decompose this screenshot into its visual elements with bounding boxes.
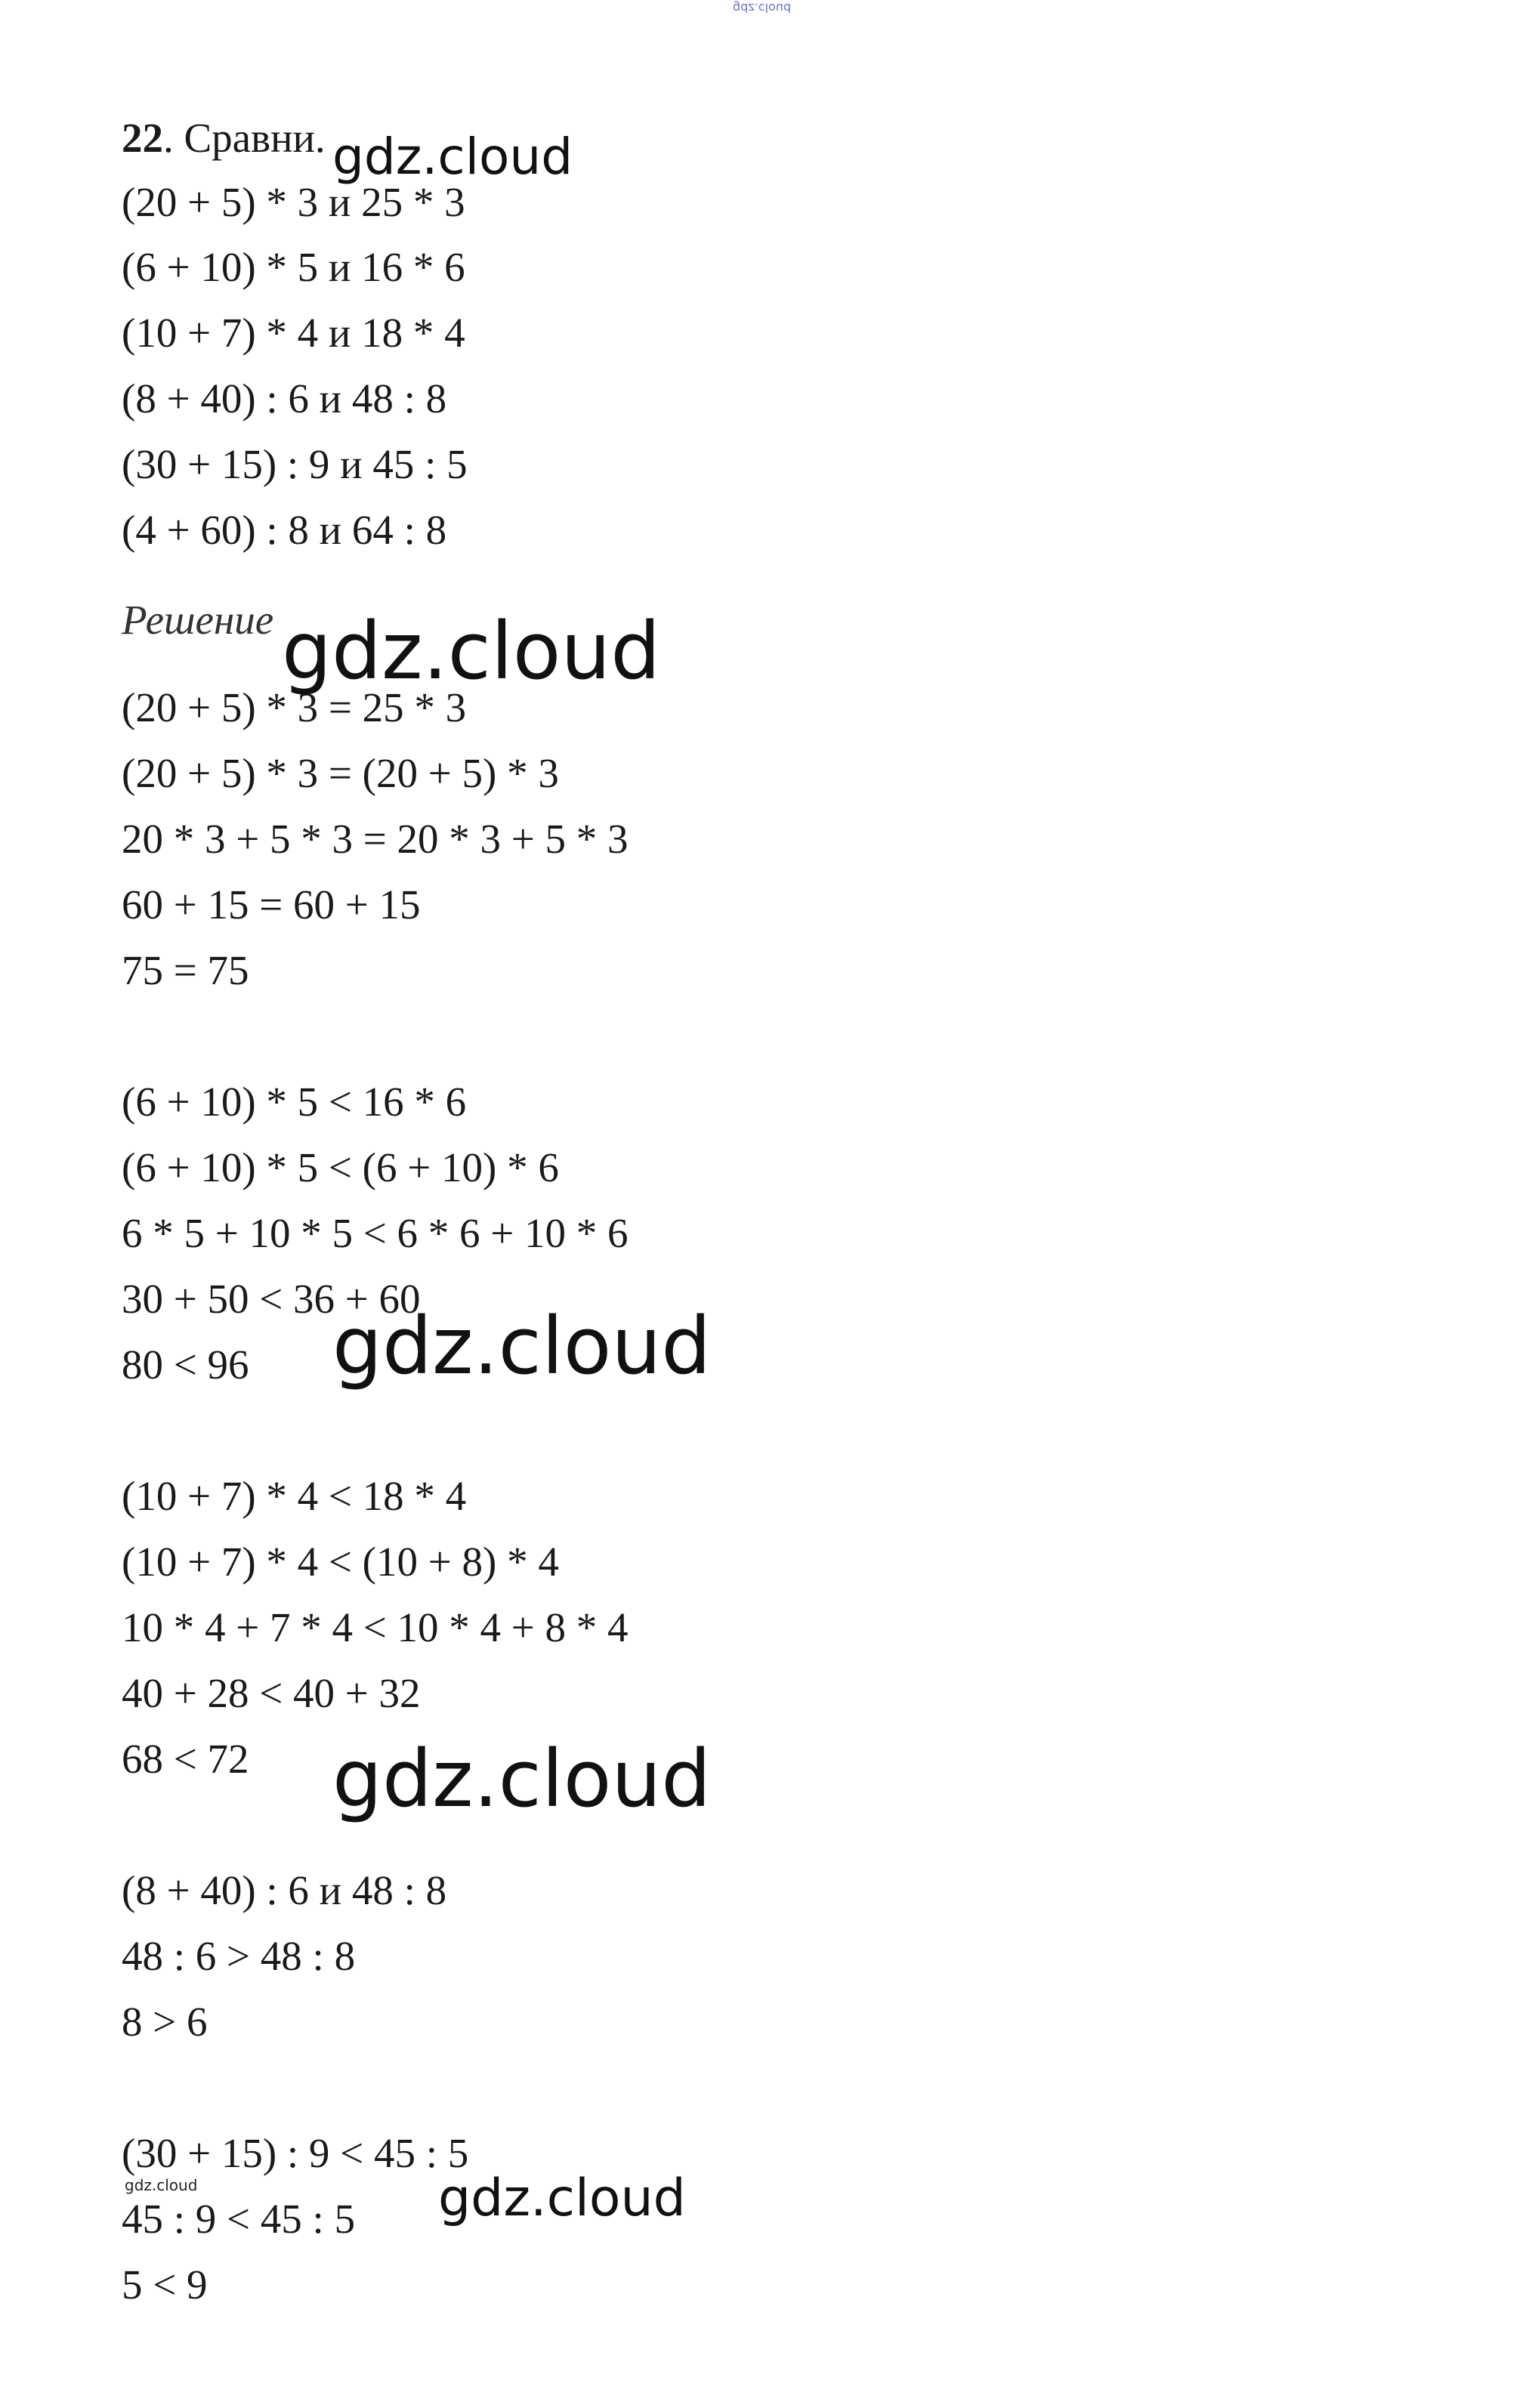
solution-line: 48 : 6 > 48 : 8 [122,1933,356,1979]
watermark: gdz.cloud [438,2169,686,2228]
problem-item: (4 + 60) : 8 и 64 : 8 [122,507,447,553]
solution-line: 8 > 6 [122,1999,208,2045]
solution-line: 40 + 28 < 40 + 32 [122,1670,421,1716]
solution-line: (20 + 5) * 3 = (20 + 5) * 3 [122,750,559,796]
solution-line: 68 < 72 [122,1736,249,1782]
watermark: gdz.cloud [332,1733,712,1825]
watermark: gdz.cloud [332,128,573,186]
solution-line: (10 + 7) * 4 < (10 + 8) * 4 [122,1539,559,1585]
problem-item: (20 + 5) * 3 и 25 * 3 [122,179,465,225]
solution-line: (20 + 5) * 3 = 25 * 3 [122,684,467,730]
solution-line: 30 + 50 < 36 + 60 [122,1276,421,1322]
solution-line: (6 + 10) * 5 < 16 * 6 [122,1079,467,1125]
solution-line: (30 + 15) : 9 < 45 : 5 [122,2130,469,2176]
problem-title: . Сравни. [163,115,326,161]
problem-item: (30 + 15) : 9 и 45 : 5 [122,441,468,487]
solution-line: 80 < 96 [122,1341,249,1388]
problem-heading [122,113,326,163]
watermark-top: gdz.cloud [733,1,792,15]
solution-line: 6 * 5 + 10 * 5 < 6 * 6 + 10 * 6 [122,1210,629,1256]
solution-line: 5 < 9 [122,2261,208,2308]
problem-item: (6 + 10) * 5 и 16 * 6 [122,244,465,290]
watermark: gdz.cloud [332,1300,712,1392]
solution-label: Решение [122,597,274,643]
solution-line: 10 * 4 + 7 * 4 < 10 * 4 + 8 * 4 [122,1604,629,1650]
problem-number: 22 [122,115,163,161]
solution-line: 75 = 75 [122,947,249,993]
solution-line: (8 + 40) : 6 и 48 : 8 [122,1867,447,1913]
problem-item: (10 + 7) * 4 и 18 * 4 [122,310,465,356]
solution-line: (6 + 10) * 5 < (6 + 10) * 6 [122,1144,559,1190]
watermark-small: gdz.cloud [125,2176,198,2194]
watermark: gdz.cloud [282,605,661,697]
problem-item: (8 + 40) : 6 и 48 : 8 [122,375,447,421]
solution-line: 45 : 9 < 45 : 5 [122,2196,356,2242]
solution-line: (10 + 7) * 4 < 18 * 4 [122,1473,467,1519]
solution-line: 20 * 3 + 5 * 3 = 20 * 3 + 5 * 3 [122,816,629,862]
solution-line: 60 + 15 = 60 + 15 [122,881,421,928]
